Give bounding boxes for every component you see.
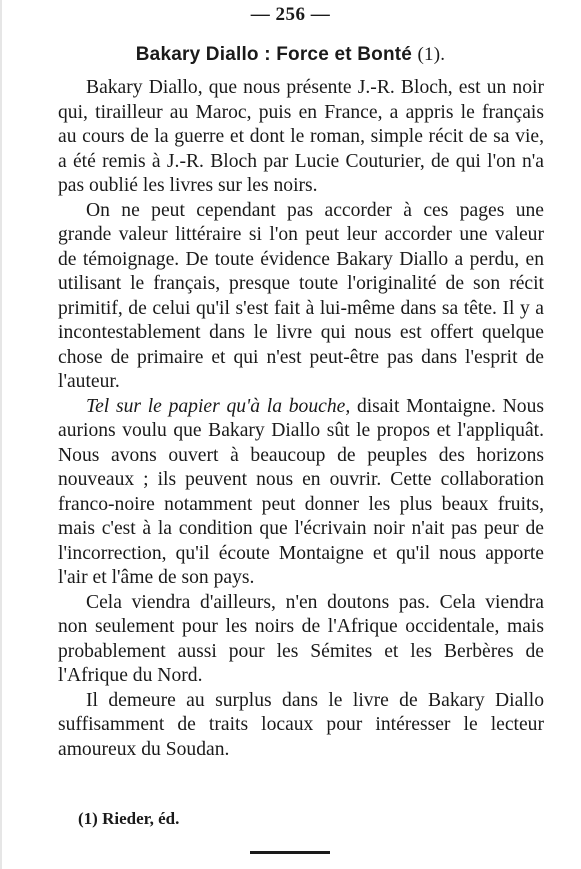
paragraph-5 bbox=[58, 689, 544, 763]
paragraph-3 bbox=[58, 395, 544, 591]
article-title bbox=[0, 44, 581, 66]
paragraph-1 bbox=[58, 76, 544, 199]
paragraph-1-text: Bakary Diallo, que nous présente J.-R. Bloch, est un noir qui, tirailleur au Maroc, puis en France, a appris le français au cours de la guerre et dont le roman, simple récit de sa vie, a été remis à J.-R. Bloch par Lucie Couturier, de qui l'on n'a pas oublié les livres sur les noirs. bbox=[58, 77, 544, 196]
paragraph-5-text: Il demeure au surplus dans le livre de Bakary Diallo suffisamment de traits locaux pour intéresser le lecteur amoureux du Soudan. bbox=[58, 689, 544, 760]
footnote: (1) Rieder, éd. bbox=[78, 809, 180, 828]
paragraph-3-quote: Tel sur le papier qu'à la bouche, bbox=[86, 395, 351, 417]
page-edge bbox=[0, 0, 2, 869]
end-rule bbox=[250, 851, 330, 854]
page-number: — 256 — bbox=[250, 4, 331, 25]
article-body bbox=[58, 76, 544, 762]
paragraph-2 bbox=[58, 199, 544, 395]
article-title-text: Bakary Diallo : Force et Bonté bbox=[135, 44, 413, 65]
paragraph-2-text: On ne peut cependant pas accorder à ces pages une grande valeur littéraire si l'on peut leur accorder une valeur de témoignage. De toute évidence Bakary Diallo a perdu, en utilisant le français, presque toute l'originalité de son récit primitif, de celui qu'il s'est fait à lui-même dans sa tête. Il y a incontestablement dans le livre qui nous est offert quelque chose de primaire et qui n'est peut-être pas dans l'esprit de l'auteur. bbox=[58, 199, 544, 392]
paragraph-3-text: disait Montaigne. Nous aurions voulu que Bakary Diallo sût le propos et l'appliquât. Nous avons ouvert à beaucoup de peuples des horizons nouveaux ; ils peuvent nous en ouvrir. Cette collaboration franco-noire notamment peut donner les plus beaux fruits, mais c'est à la condition que l'écrivain noir n'ait pas peur de l'incorrection, qu'il écoute Montaigne et qu'il nous apporte l'air et l'âme de son pays. bbox=[58, 395, 544, 588]
paragraph-4 bbox=[58, 591, 544, 689]
paragraph-4-text: Cela viendra d'ailleurs, n'en doutons pas. Cela viendra non seulement pour les noirs de l'Afrique occidentale, mais probablement aussi pour les Sémites et les Berbères de l'Afrique du Nord. bbox=[58, 591, 544, 686]
footnote-reference: (1). bbox=[417, 44, 446, 65]
